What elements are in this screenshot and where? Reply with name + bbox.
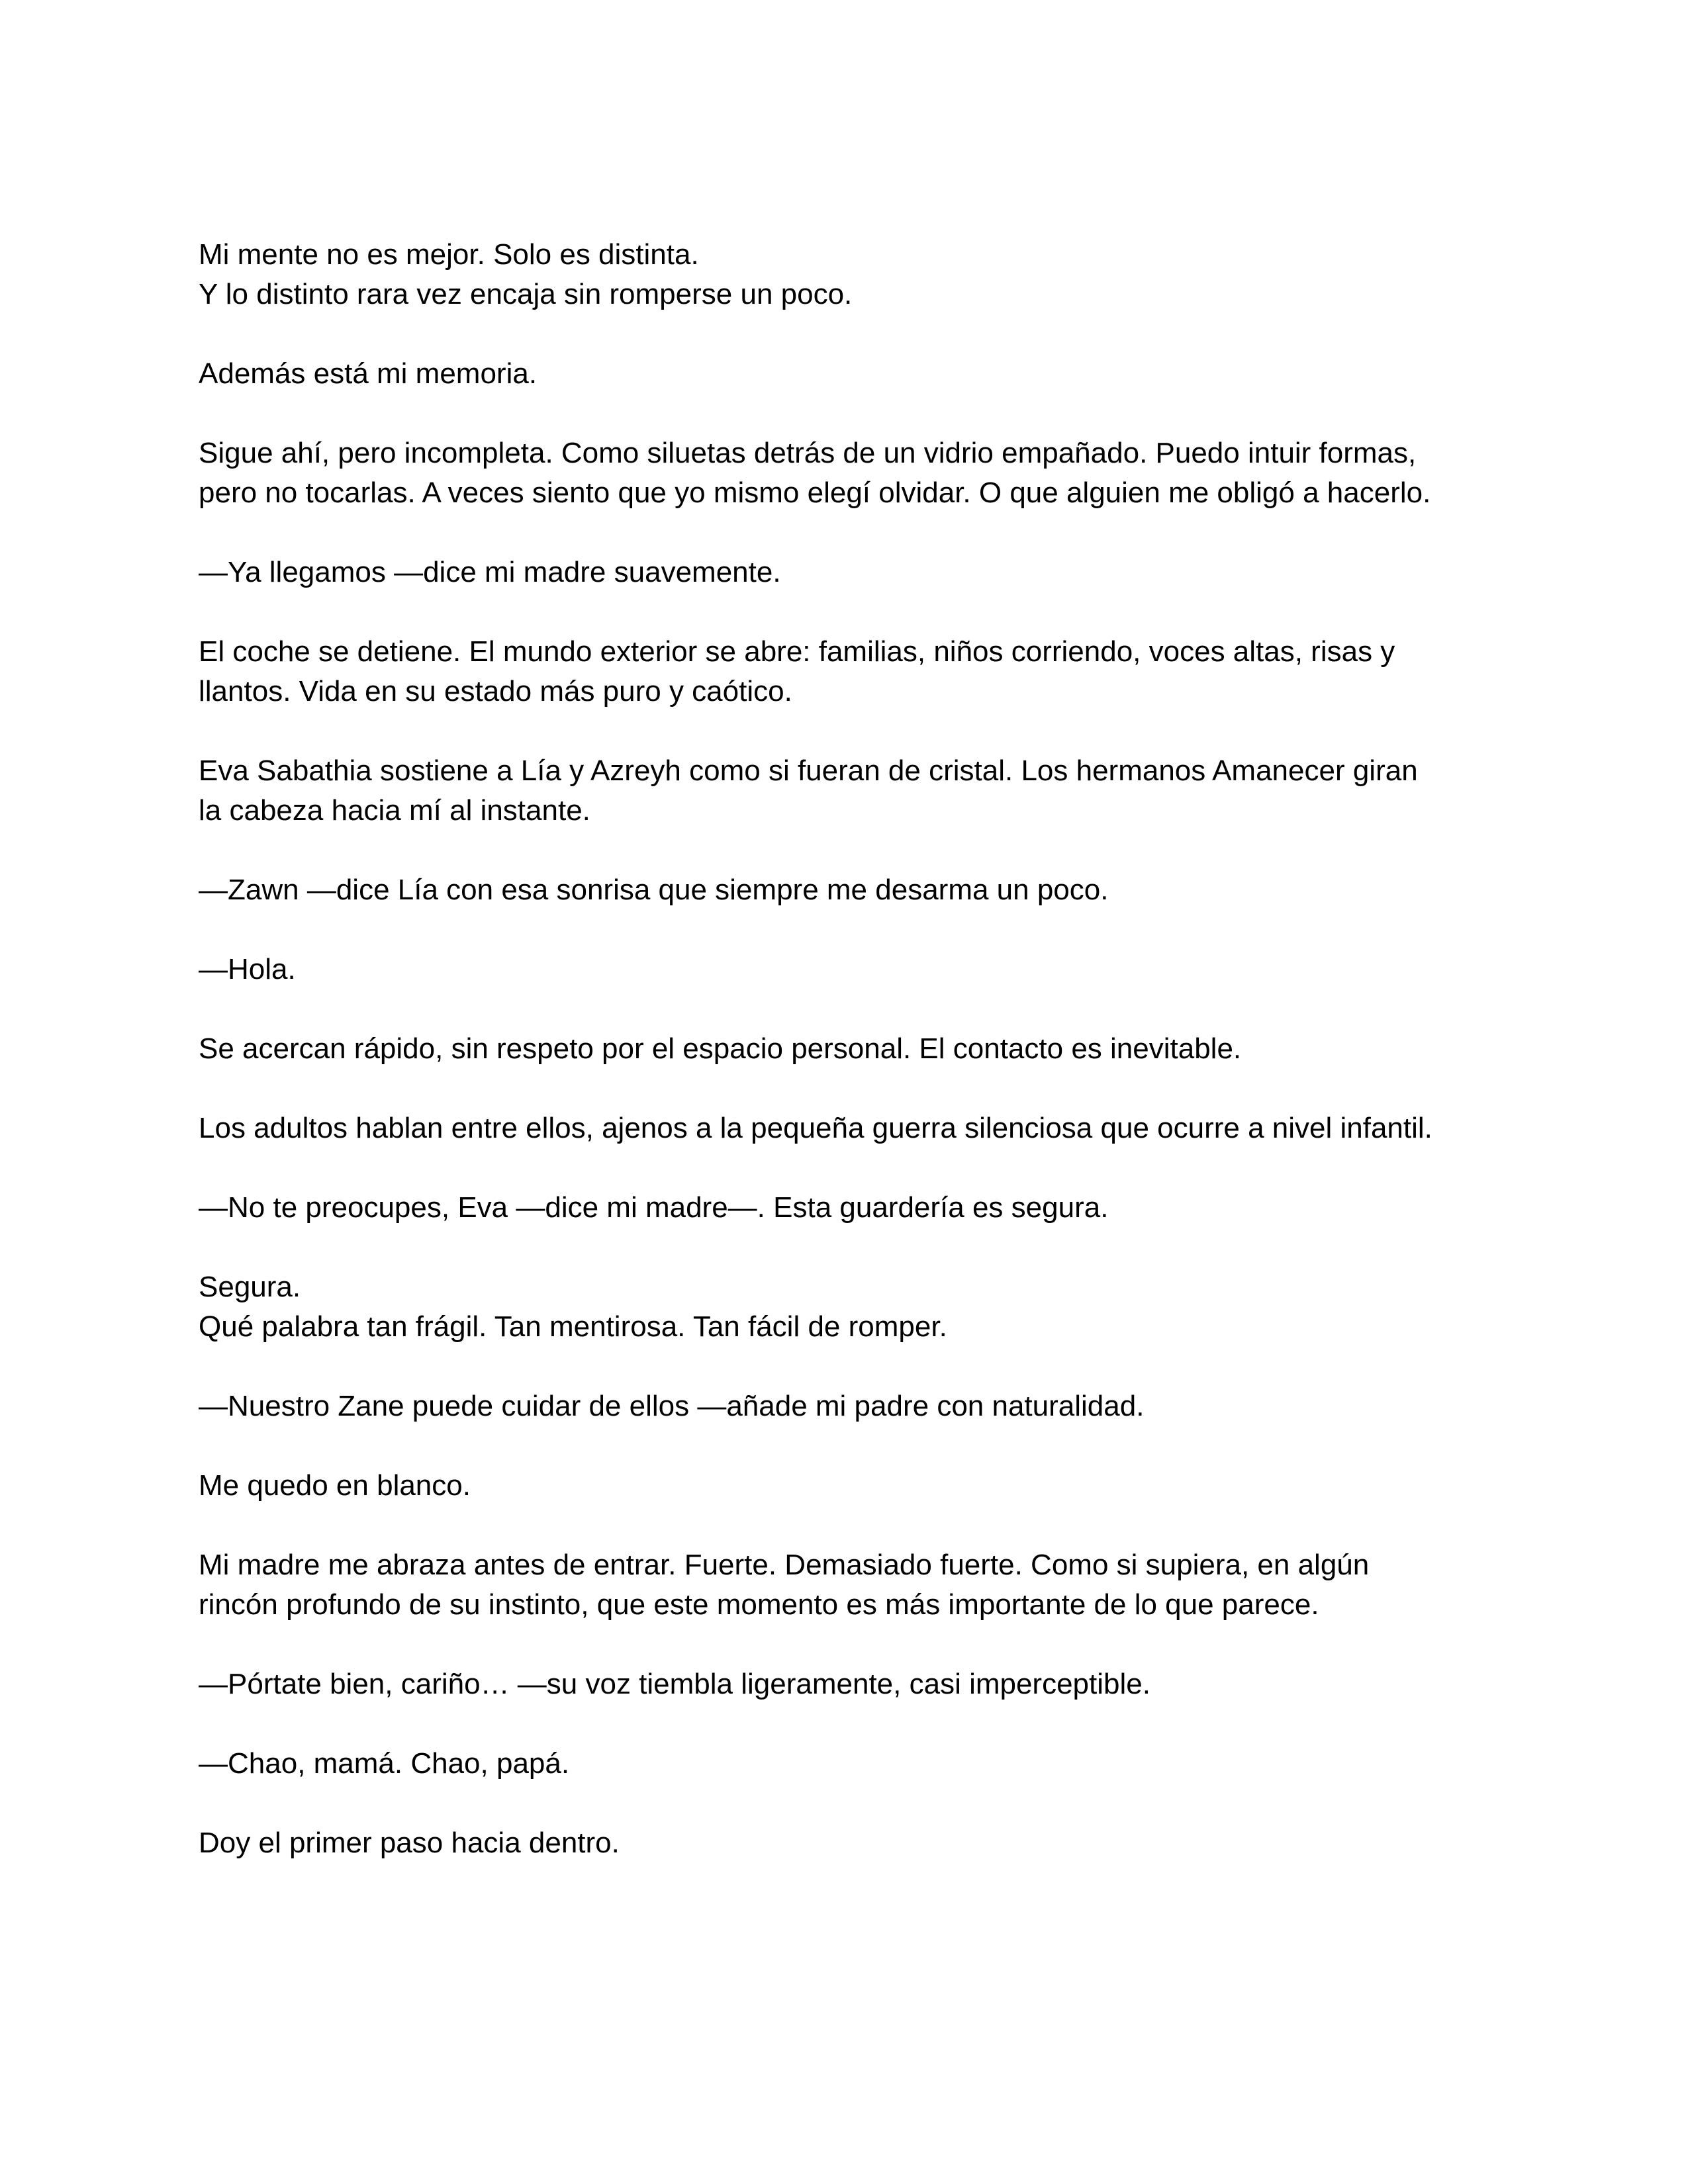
text-line: llantos. Vida en su estado más puro y caótico. (199, 675, 792, 707)
paragraph (199, 1545, 1496, 1625)
text-line: —Hola. (199, 953, 296, 985)
paragraph (199, 354, 1496, 394)
paragraph (199, 1109, 1496, 1148)
text-line: —Ya llegamos —dice mi madre suavemente. (199, 556, 781, 588)
paragraph (199, 950, 1496, 989)
paragraph (199, 751, 1496, 831)
text-line: Qué palabra tan frágil. Tan mentirosa. Tan fácil de romper. (199, 1310, 947, 1343)
text-line: —Pórtate bien, cariño… —su voz tiembla ligeramente, casi imperceptible. (199, 1668, 1150, 1700)
paragraph (199, 433, 1496, 513)
text-line: Me quedo en blanco. (199, 1469, 471, 1502)
text-line: El coche se detiene. El mundo exterior se abre: familias, niños corriendo, voces altas, risas y (199, 635, 1395, 668)
paragraph (199, 1744, 1496, 1784)
paragraph (199, 1664, 1496, 1704)
text-line: Eva Sabathia sostiene a Lía y Azreyh como si fueran de cristal. Los hermanos Amanecer giran (199, 754, 1418, 787)
paragraph (199, 1267, 1496, 1347)
paragraph (199, 235, 1496, 314)
text-line: Sigue ahí, pero incompleta. Como siluetas detrás de un vidrio empañado. Puedo intuir formas, (199, 437, 1417, 469)
paragraph (199, 1466, 1496, 1506)
text-line: Mi mente no es mejor. Solo es distinta. (199, 238, 699, 271)
paragraph (199, 1387, 1496, 1426)
paragraph (199, 1823, 1496, 1863)
text-line: —Zawn —dice Lía con esa sonrisa que siempre me desarma un poco. (199, 874, 1109, 906)
text-line: —Chao, mamá. Chao, papá. (199, 1747, 570, 1780)
text-line: Los adultos hablan entre ellos, ajenos a la pequeña guerra silenciosa que ocurre a nivel infantil. (199, 1112, 1432, 1144)
paragraph (199, 553, 1496, 592)
text-line: Se acercan rápido, sin respeto por el espacio personal. El contacto es inevitable. (199, 1032, 1242, 1065)
paragraph (199, 1029, 1496, 1069)
text-line: Mi madre me abraza antes de entrar. Fuerte. Demasiado fuerte. Como si supiera, en algún (199, 1549, 1370, 1581)
paragraph (199, 870, 1496, 910)
text-line: rincón profundo de su instinto, que este momento es más importante de lo que parece. (199, 1588, 1319, 1621)
text-line: Y lo distinto rara vez encaja sin romperse un poco. (199, 278, 853, 310)
text-line: —No te preocupes, Eva —dice mi madre—. Esta guardería es segura. (199, 1191, 1109, 1224)
text-line: Además está mi memoria. (199, 357, 538, 390)
text-line: la cabeza hacia mí al instante. (199, 794, 590, 827)
text-line: Doy el primer paso hacia dentro. (199, 1827, 620, 1859)
text-line: pero no tocarlas. A veces siento que yo mismo elegí olvidar. O que alguien me obligó a hacerlo. (199, 477, 1431, 509)
paragraph (199, 632, 1496, 711)
text-line: Segura. (199, 1271, 301, 1303)
text-line: —Nuestro Zane puede cuidar de ellos —añade mi padre con naturalidad. (199, 1390, 1145, 1422)
document-body (199, 235, 1496, 1903)
paragraph (199, 1188, 1496, 1228)
